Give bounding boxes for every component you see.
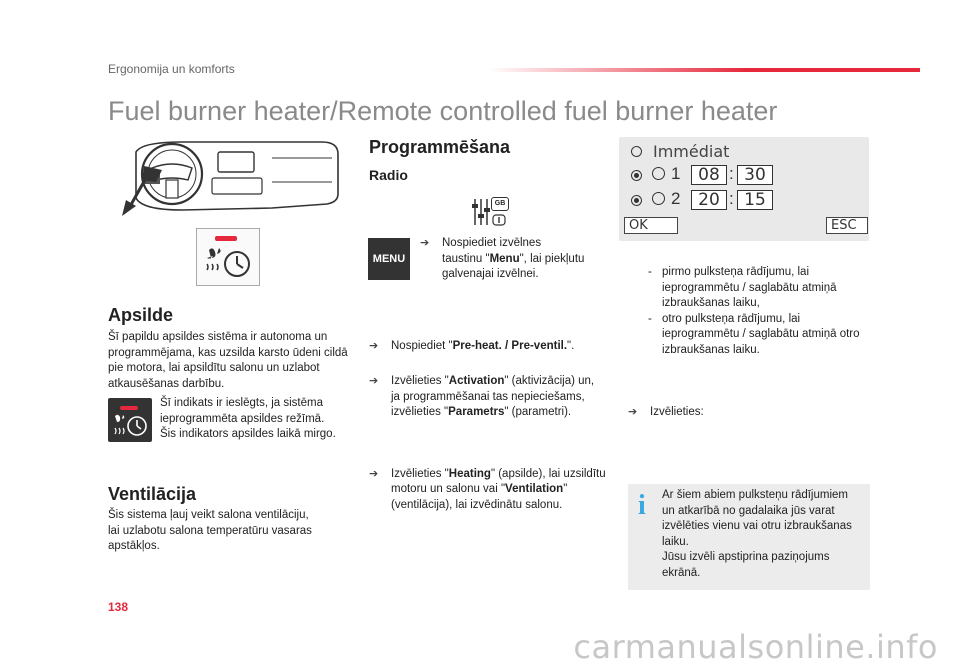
heater-button-illustration <box>196 228 260 286</box>
timer2-index: 2 <box>671 189 681 208</box>
heater-led-indicator <box>215 236 237 241</box>
timer2-separator: : <box>729 189 734 208</box>
preheat-step: ➔ Nospiediet "Pre-heat. / Pre-ventil.". <box>369 339 575 352</box>
page-number: 138 <box>108 600 129 614</box>
timer1-index: 1 <box>671 164 681 183</box>
esc-button[interactable]: ESC <box>826 217 868 234</box>
timer2-hours: 20 <box>691 190 727 210</box>
heating-step: ➔ Izvēlieties "Heating" (apsilde), lai uzsildītu motoru un salonu vai "Ventilation" (ventilācija), lai izvēdinātu salonu. <box>369 467 606 511</box>
timer1-radio-icon <box>631 170 642 181</box>
timer2-clock-icon <box>652 192 665 205</box>
gb-badge: GB <box>491 197 509 211</box>
radio-settings-icon <box>470 196 510 228</box>
screen-display <box>619 137 869 241</box>
page-title: Fuel burner heater/Remote controlled fuel burner heater <box>108 96 778 126</box>
apsilde-heading: Apsilde <box>108 305 174 325</box>
watermark: carmanualsonline.info <box>573 628 938 666</box>
info-box <box>628 484 870 590</box>
heater-timer-icon <box>203 244 255 282</box>
apsilde-description: Šī papildu apsildes sistēma ir autonoma un programmējama, kas uzsilda karsto ūdeni cildā pie motora, lai apsildītu salonu un uzlabot atkausēšanas darbību. <box>108 331 348 390</box>
ventilacija-heading: Ventilācija <box>108 484 197 504</box>
ventilacija-description: Šis sistema ļauj veikt salona ventilāciju, lai uzlabotu salona temperatūru vasaras apstākļos. <box>108 509 312 552</box>
timer1-hours: 08 <box>691 165 727 185</box>
radio-subheading: Radio <box>369 167 408 183</box>
choose-list <box>648 265 870 358</box>
immediate-radio-icon <box>631 146 642 157</box>
dashboard-illustration <box>122 138 344 218</box>
choose-intro: ➔ Izvēlieties: <box>628 406 704 418</box>
info-icon: i <box>638 490 646 521</box>
heater-indicator-icon <box>108 398 152 442</box>
info-text: Ar šiem abiem pulksteņu rādījumiem un atkarībā no gadalaika jūs varat izvēlēties vienu vai otru izbraukšanas laiku. Jūsu izvēli apstiprina paziņojums ekrānā. <box>662 489 852 579</box>
header-accent-bar <box>488 68 920 72</box>
menu-step: ➔ Nospiediet izvēlnes taustinu "Menu", lai piekļutu galvenajai izvēlnei. <box>420 237 585 280</box>
menu-button-icon: MENU <box>368 238 410 280</box>
programming-heading: Programmēšana <box>369 137 511 157</box>
timer1-minutes: 30 <box>737 165 773 185</box>
ok-button[interactable]: OK <box>624 217 678 234</box>
timer2-radio-icon <box>631 195 642 206</box>
timer1-clock-icon <box>652 167 665 180</box>
activation-step: ➔ Izvēlieties "Activation" (aktivizācija) un, ja programmēšanai tas nepieciešams, izvēlieties "Parametrs" (parametri). <box>369 375 595 418</box>
section-label: Ergonomija un komforts <box>108 62 235 76</box>
choose-item-2: - otro pulksteņa rādījumu, lai ieprogrammētu / saglabātu atmiņā otro izbraukšanas laiku. <box>648 312 860 356</box>
indicator-description: Šī indikats ir ieslēgts, ja sistēma ieprogrammēta apsildes režīmā. Šis indikators apsildes laikā mirgo. <box>160 397 336 440</box>
timer2-minutes: 15 <box>737 190 773 210</box>
timer1-separator: : <box>729 164 734 183</box>
choose-item-1: - pirmo pulksteņa rādījumu, lai ieprogrammētu / saglabātu atmiņā izbraukšanas laiku, <box>648 266 837 309</box>
immediate-label: Immédiat <box>653 142 730 161</box>
